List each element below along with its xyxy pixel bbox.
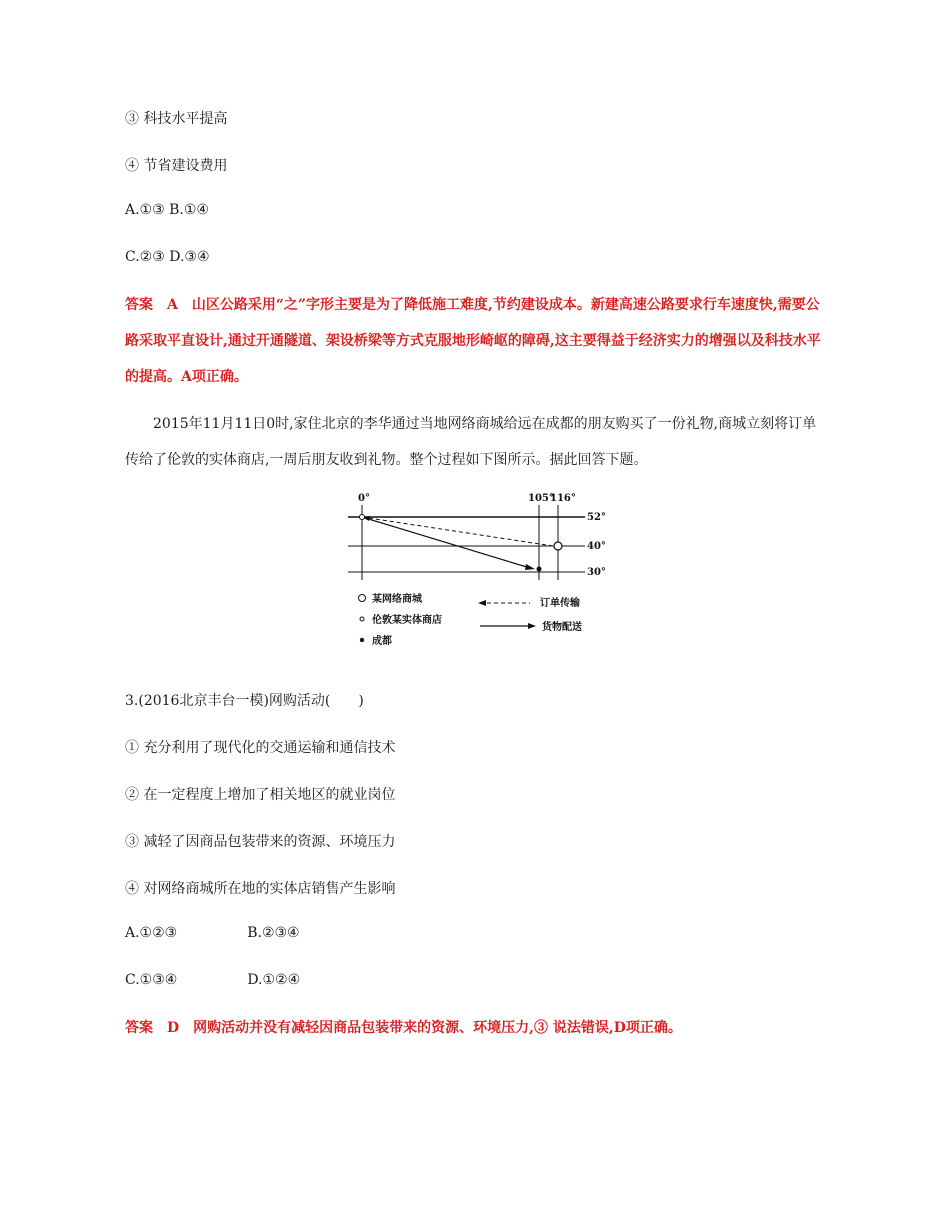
choice-a: A.①②③ xyxy=(125,925,178,941)
legend-mall-icon xyxy=(359,595,366,602)
choices-ab: A.①③ B.①④ xyxy=(125,202,209,218)
order-arrow xyxy=(362,517,553,546)
choice-b: B.②③④ xyxy=(247,925,300,941)
q3-option-2: ② 在一定程度上增加了相关地区的就业岗位 xyxy=(125,787,396,803)
choice-d: D.①②④ xyxy=(247,972,301,988)
lat-label-40: 40° xyxy=(587,541,606,552)
answer-explanation: 答案 A 山区公路采用“之”字形主要是为了降低施工难度,节约建设成本。新建高速公路要求行车速度快,需要公路采取平直设计,通过开通隧道、架设桥梁等方式克服地形崎岖的障碍,这主要得益于经济实力的增强以及科技水平的提高。A项正确。 xyxy=(125,297,821,385)
question-stem: 3.(2016北京丰台一模)网购活动( ) xyxy=(125,693,364,709)
q3-option-1: ① 充分利用了现代化的交通运输和通信技术 xyxy=(125,740,396,756)
q3-choices-ab xyxy=(125,925,300,941)
legend-store-label: 伦敦某实体商店 xyxy=(372,615,442,626)
choice-c: C.①③④ xyxy=(125,972,178,988)
legend-delivery-label: 货物配送 xyxy=(542,622,582,633)
lon-label-116: 116° xyxy=(550,493,576,504)
legend-order-head xyxy=(478,600,486,606)
legend-mall-label: 某网络商城 xyxy=(372,594,422,605)
option-4: ④ 节省建设费用 xyxy=(125,158,228,174)
lat-label-30: 30° xyxy=(587,567,606,578)
q3-option-3: ③ 减轻了因商品包装带来的资源、环境压力 xyxy=(125,834,396,850)
london-store-marker xyxy=(360,515,365,520)
delivery-arrow xyxy=(362,517,530,568)
geography-diagram xyxy=(340,485,610,655)
mall-marker xyxy=(554,542,562,550)
q3-choices-cd xyxy=(125,972,300,988)
legend-store-icon xyxy=(360,617,364,621)
delivery-arrow-head xyxy=(525,564,535,570)
legend-order-label: 订单传输 xyxy=(540,598,580,609)
legend-chengdu-icon xyxy=(360,638,364,642)
option-3: ③ 科技水平提高 xyxy=(125,111,228,127)
q3-answer: 答案 D 网购活动并没有减轻因商品包装带来的资源、环境压力,③ 说法错误,D项正确。 xyxy=(125,1020,682,1036)
legend-chengdu-label: 成都 xyxy=(372,636,392,647)
lon-label-105: 105° xyxy=(528,493,554,504)
q3-option-4: ④ 对网络商城所在地的实体店销售产生影响 xyxy=(125,881,396,897)
lat-label-52: 52° xyxy=(587,512,606,523)
choices-cd: C.②③ D.③④ xyxy=(125,249,210,265)
legend-delivery-head xyxy=(528,623,536,629)
lon-label-0: 0° xyxy=(358,493,370,504)
chengdu-marker xyxy=(537,567,542,572)
reading-passage: 2015年11月11日0时,家住北京的李华通过当地网络商城给远在成都的朋友购买了一份礼物,商城立刻将订单传给了伦敦的实体商店,一周后朋友收到礼物。整个过程如下图所示。据此回答下题。 xyxy=(125,416,817,468)
